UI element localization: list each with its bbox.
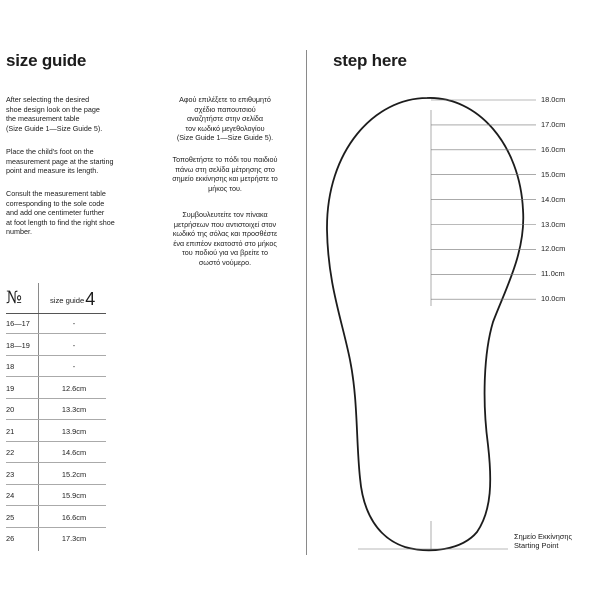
measurement-label: 12.0cm (541, 244, 566, 254)
instruction-gr-2: Τοποθετήστε το πόδι του παιδιού πάνω στη σελίδα μέτρησης στο σημείο εκκίνησης και μετρήστε το μήκος του. (172, 155, 278, 193)
table-cell-size: 25 (6, 512, 15, 522)
table-cell-length: 15.9cm (61, 491, 87, 500)
measurement-label: 14.0cm (541, 194, 566, 204)
table-cell-length: 16.6cm (61, 512, 87, 522)
table-cell-length: 17.3cm (61, 534, 87, 543)
starting-point-label-gr: Σημείο Εκκίνησης (514, 532, 573, 541)
measurement-label: 16.0cm (541, 144, 566, 154)
measurement-ticks (431, 100, 536, 299)
measurement-label: 17.0cm (541, 119, 566, 129)
measurement-label: 11.0cm (541, 269, 565, 279)
step-here-title: step here (333, 51, 407, 70)
starting-point-label-en: Starting Point (514, 541, 559, 551)
table-cell-size: 18 (6, 362, 15, 371)
table-cell-size: 19 (6, 383, 15, 393)
starting-point-label (514, 532, 572, 551)
instruction-en-2: Place the child's foot on the measurement page at the starting point and measure its length. (6, 147, 114, 176)
measurement-label: 10.0cm (541, 294, 566, 304)
table-header-guide-label: size guide (50, 296, 85, 305)
instruction-en-3: Consult the measurement table corresponding to the sole code and add one centimeter further at foot length to find the right shoe number. (6, 189, 115, 237)
table-cell-size: 16—17 (6, 319, 30, 328)
table-cell-length: 13.3cm (61, 405, 87, 414)
table-cell-length: - (72, 340, 76, 350)
footprint-outline (327, 98, 523, 550)
table-cell-size: 22 (6, 448, 15, 457)
table-cell-size: 21 (6, 426, 15, 436)
measurement-label: 13.0cm (541, 219, 566, 229)
table-cell-size: 18—19 (6, 340, 30, 350)
instruction-gr-3: Συμβουλευτείτε τον πίνακα μετρήσεων που αντιστοιχεί στον κωδικό της σόλας και προσθέστε ένα επιπέον εκατοστό στο μήκος του ποδιού για να βρείτε το σωστό νούμερο. (172, 210, 278, 267)
table-cell-size: 23 (6, 469, 15, 479)
table-cell-length: - (72, 362, 76, 371)
table-header-no: № (6, 288, 23, 308)
table-cell-length: 14.6cm (61, 448, 87, 457)
instruction-en-1: After selecting the desired shoe design look on the page the measurement table (Size Guide 1—Size Guide 5). (6, 95, 103, 133)
table-cell-length: 12.6cm (61, 383, 87, 393)
table-cell-length: - (72, 319, 76, 328)
table-cell-length: 13.9cm (61, 426, 87, 436)
instruction-gr-1: Αφού επιλέξετε το επιθυμητό σχέδιο παπουτσιού αναζητήστε στην σελίδα τον κωδικό μεγεθολογίου (Size Guide 1—Size Guide 5). (176, 95, 274, 143)
table-header-guide-number: 4 (85, 289, 96, 309)
size-guide-title: size guide (6, 51, 87, 70)
table-cell-length: 15.2cm (61, 469, 87, 479)
measurement-label: 18.0cm (541, 95, 566, 104)
measurement-label: 15.0cm (541, 169, 566, 179)
table-cell-size: 20 (6, 405, 15, 414)
table-cell-size: 26 (6, 534, 15, 543)
table-cell-size: 24 (6, 491, 15, 500)
